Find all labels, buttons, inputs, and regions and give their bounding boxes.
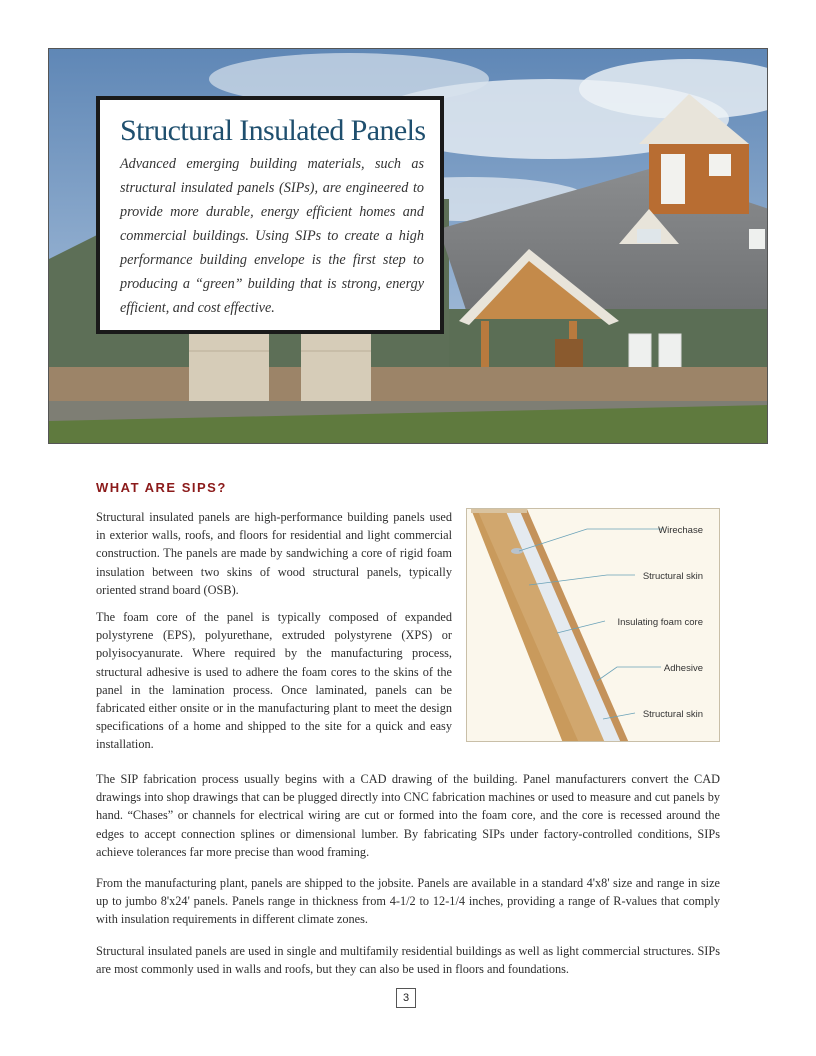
paragraph: From the manufacturing plant, panels are shipped to the jobsite. Panels are available in a standard 4'x8' size and range in size up to jumbo 8'x24' panels. Panels range in thickness from 4-1/2 to 12-1/4 inches, providing a range of R-values that comply with insulation requirements in different climate zones. [96, 876, 720, 927]
left-column [96, 508, 452, 763]
title-box [96, 96, 444, 334]
intro-text: Advanced emerging building materials, such as structural insulated panels (SIPs), are engineered to provide more durable, energy efficient homes and commercial buildings. Using SIPs to create a high performance building envelope is the first step to producing a “green” building that is strong, energy efficient, and cost effective. [120, 156, 424, 316]
page-title: Structural Insulated Panels [120, 114, 426, 147]
label-wirechase: Wirechase [658, 525, 703, 536]
paragraph: Structural insulated panels are high-performance building panels used in exterior walls, roofs, and floors for residential and light commercial construction. The panels are made by sandwiching a core of rigid foam insulation between two skins of wood structural panels, typically oriented strand board (OSB). [96, 510, 452, 597]
paragraph: Structural insulated panels are used in single and multifamily residential buildings as well as light commercial structures. SIPs are most commonly used in walls and roofs, but they can also be used in floors and foundations. [96, 944, 720, 977]
sip-diagram [466, 508, 720, 742]
label-structural-skin: Structural skin [642, 571, 703, 582]
label-adhesive: Adhesive [663, 663, 703, 674]
paragraph: The foam core of the panel is typically composed of expanded polystyrene (EPS), polyurethane, extruded polystyrene (XPS) or polyisocyanurate. Where required by the manufacturing process, structural adhesive is used to adhere the foam cores to the skins of the panel in the lamination process. Once laminated, panels can be fabricated either onsite or in the manufacturing plant to meet the design specifications of a home and shipped to the site for a quick and easy installation. [96, 610, 452, 752]
page-number: 3 [396, 988, 416, 1008]
label-foam-core: Insulating foam core [617, 617, 703, 628]
paragraph: The SIP fabrication process usually begins with a CAD drawing of the building. Panel manufacturers convert the CAD drawings into shop drawings that can be plugged directly into CNC fabrication machines or used to measure and cut panels by hand. “Chases” or channels for electrical wiring are cut or formed into the foam core, and the core is recessed around the edges to accept connection splines or dimensional lumber. By fabricating SIPs under factory-controlled conditions, SIPs achieve tolerances far more precise than wood framing. [96, 772, 720, 859]
section-heading: WHAT ARE SIPS? [96, 480, 227, 495]
label-structural-skin-2: Structural skin [642, 709, 703, 720]
